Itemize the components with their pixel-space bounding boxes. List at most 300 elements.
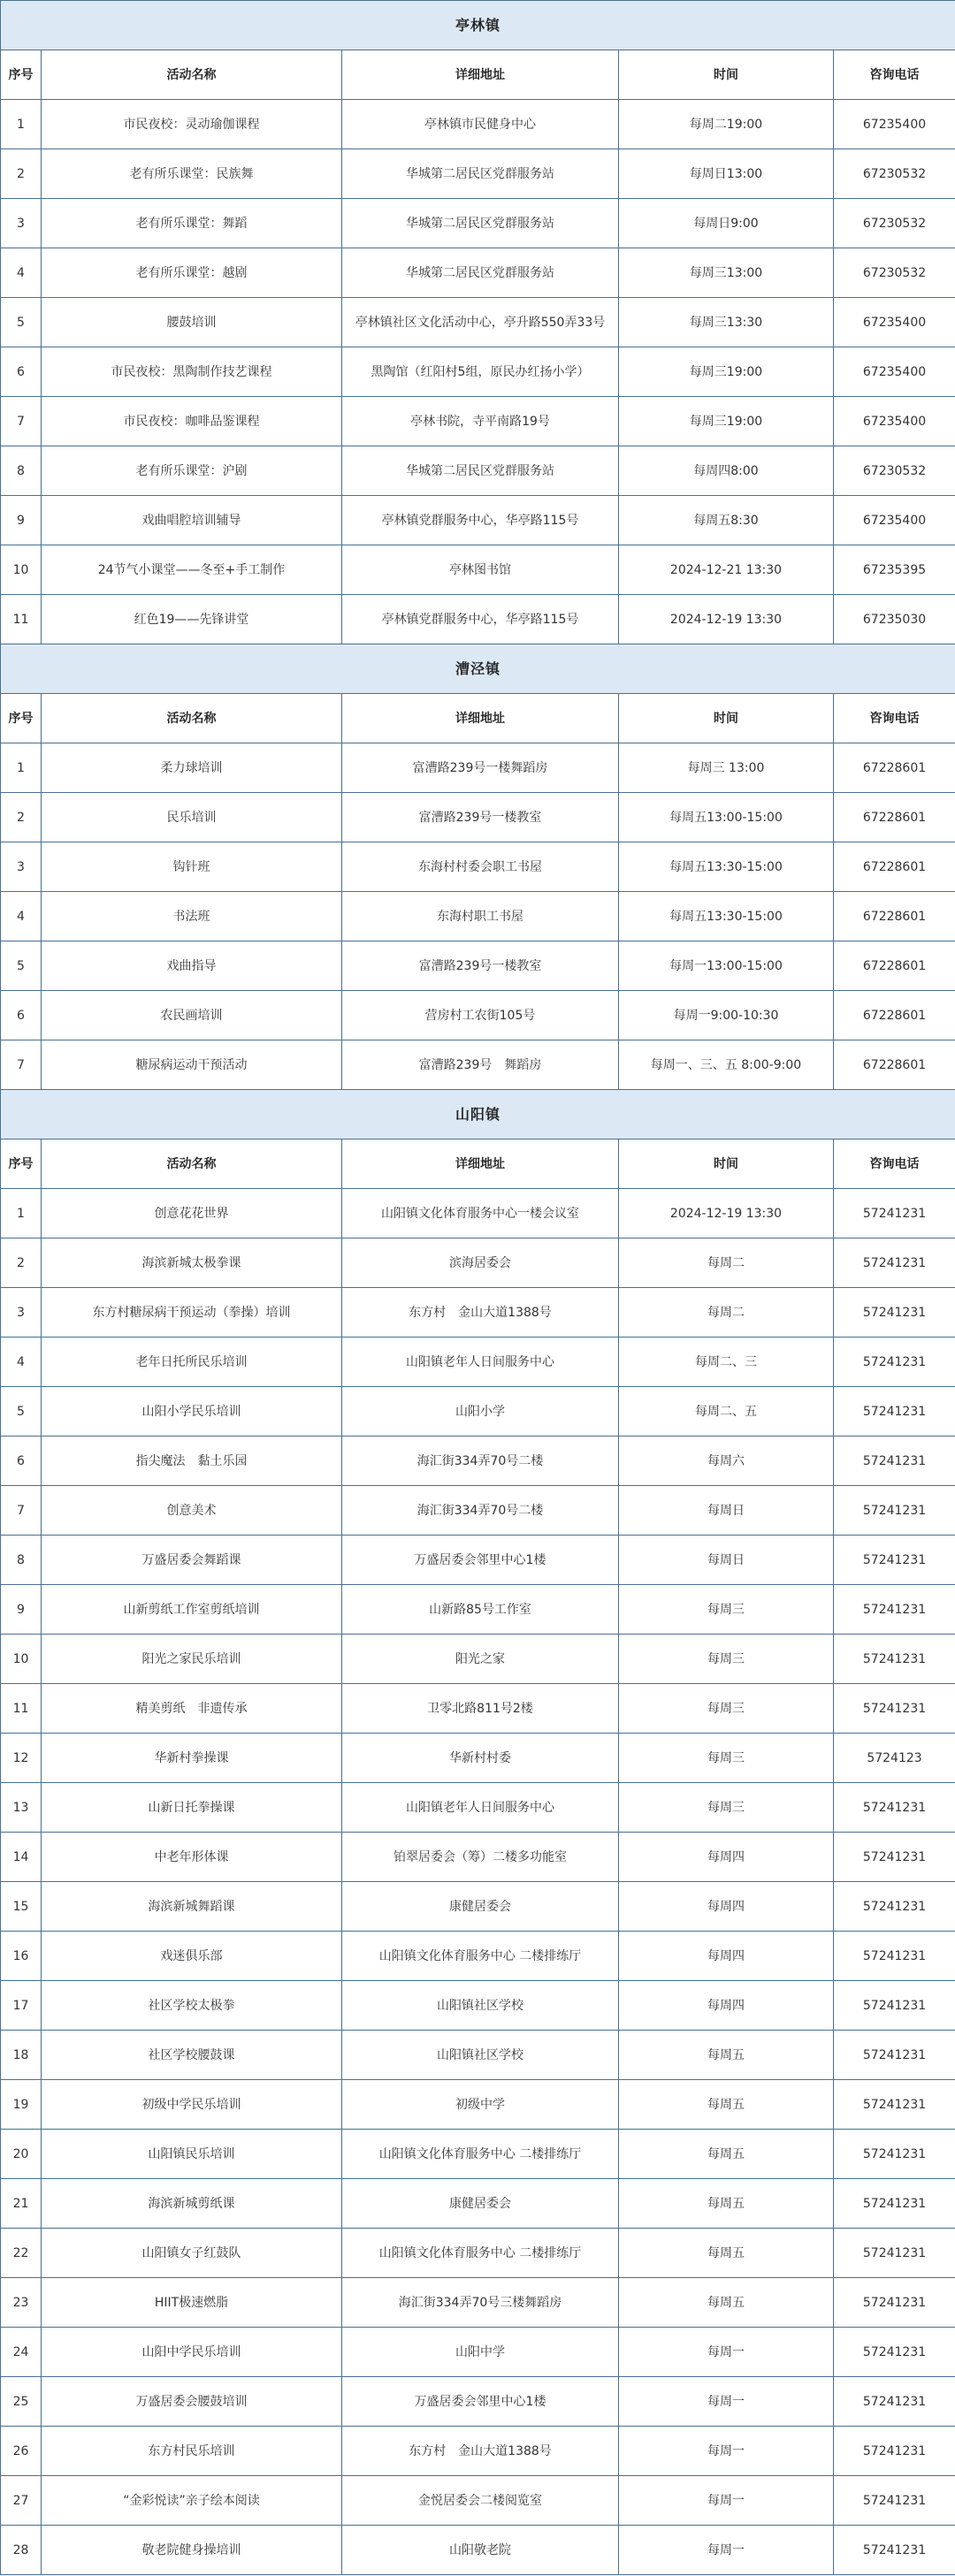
- cell-number: 3: [1, 842, 42, 892]
- cell-address: 亭林镇党群服务中心，华亭路115号: [342, 595, 619, 644]
- column-header-address: 详细地址: [342, 694, 619, 743]
- cell-time: 每周日: [619, 1486, 834, 1536]
- cell-activity-name: 山阳中学民乐培训: [42, 2328, 342, 2377]
- cell-activity-name: 东方村糖尿病干预运动（拳操）培训: [42, 1288, 342, 1338]
- cell-address: 华新村村委: [342, 1734, 619, 1783]
- cell-time: 每周三19:00: [619, 347, 834, 397]
- table-row: [1, 446, 955, 496]
- cell-address: 万盛居委会邻里中心1楼: [342, 2377, 619, 2427]
- cell-address: 亭林书院，寺平南路19号: [342, 397, 619, 446]
- cell-activity-name: 老年日托所民乐培训: [42, 1338, 342, 1387]
- cell-address: 营房村工农街105号: [342, 991, 619, 1040]
- column-header-time: 时间: [619, 1139, 834, 1189]
- table-row: [1, 1833, 955, 1882]
- cell-number: 7: [1, 397, 42, 446]
- column-header-row: [1, 50, 955, 100]
- column-header-address: 详细地址: [342, 50, 619, 100]
- section-header: [1, 644, 955, 694]
- cell-activity-name: 市民夜校：灵动瑜伽课程: [42, 100, 342, 149]
- cell-phone: 57241231: [834, 1486, 955, 1536]
- cell-activity-name: 山新日托拳操课: [42, 1783, 342, 1833]
- cell-number: 5: [1, 941, 42, 991]
- cell-address: 金悦居委会二楼阅览室: [342, 2476, 619, 2526]
- cell-number: 15: [1, 1882, 42, 1932]
- table-row: [1, 2328, 955, 2377]
- cell-phone: 57241231: [834, 2377, 955, 2427]
- cell-address: 山阳中学: [342, 2328, 619, 2377]
- cell-phone: 57241231: [834, 1437, 955, 1486]
- cell-phone: 57241231: [834, 1288, 955, 1338]
- table-row: [1, 149, 955, 199]
- column-header-phone: 咨询电话: [834, 50, 955, 100]
- cell-phone: 57241231: [834, 1536, 955, 1585]
- cell-number: 17: [1, 1981, 42, 2031]
- cell-address: 华城第二居民区党群服务站: [342, 446, 619, 496]
- cell-address: 海汇街334弄70号三楼舞蹈房: [342, 2278, 619, 2328]
- cell-number: 5: [1, 1387, 42, 1437]
- cell-phone: 57241231: [834, 1783, 955, 1833]
- cell-phone: 57241231: [834, 2179, 955, 2229]
- column-header-number: 序号: [1, 50, 42, 100]
- cell-number: 12: [1, 1734, 42, 1783]
- table-row: [1, 1238, 955, 1288]
- cell-time: 每周五: [619, 2130, 834, 2179]
- cell-time: 每周五13:30-15:00: [619, 892, 834, 941]
- cell-activity-name: 中老年形体课: [42, 1833, 342, 1882]
- cell-number: 22: [1, 2229, 42, 2278]
- cell-activity-name: 山阳小学民乐培训: [42, 1387, 342, 1437]
- cell-activity-name: 戏曲唱腔培训辅导: [42, 496, 342, 545]
- table-row: [1, 1734, 955, 1783]
- cell-time: 每周一: [619, 2427, 834, 2476]
- cell-time: 每周一: [619, 2476, 834, 2526]
- cell-time: 每周三: [619, 1585, 834, 1635]
- cell-number: 1: [1, 1189, 42, 1238]
- table-row: [1, 2427, 955, 2476]
- table-row: [1, 1189, 955, 1238]
- cell-phone: 57241231: [834, 1585, 955, 1635]
- cell-address: 海汇街334弄70号二楼: [342, 1437, 619, 1486]
- cell-address: 山阳镇社区学校: [342, 2031, 619, 2080]
- cell-address: 亭林镇社区文化活动中心，亭升路550弄33号: [342, 298, 619, 347]
- table-row: [1, 2476, 955, 2526]
- section-header: [1, 1090, 955, 1139]
- table-row: [1, 2229, 955, 2278]
- cell-time: 2024-12-19 13:30: [619, 595, 834, 644]
- cell-phone: 67228601: [834, 743, 955, 793]
- cell-activity-name: 书法班: [42, 892, 342, 941]
- cell-activity-name: “金彩悦读”亲子绘本阅读: [42, 2476, 342, 2526]
- cell-number: 2: [1, 149, 42, 199]
- cell-number: 19: [1, 2080, 42, 2130]
- cell-time: 每周三: [619, 1684, 834, 1734]
- table-row: [1, 1486, 955, 1536]
- cell-number: 6: [1, 1437, 42, 1486]
- cell-phone: 67235400: [834, 397, 955, 446]
- cell-activity-name: 市民夜校：咖啡品鉴课程: [42, 397, 342, 446]
- cell-phone: 67235395: [834, 545, 955, 595]
- cell-address: 山阳镇文化体育服务中心 二楼排练厅: [342, 1932, 619, 1981]
- table-row: [1, 2130, 955, 2179]
- cell-phone: 57241231: [834, 2080, 955, 2130]
- cell-activity-name: HIIT极速燃脂: [42, 2278, 342, 2328]
- cell-number: 6: [1, 347, 42, 397]
- column-header-row: [1, 694, 955, 743]
- cell-number: 24: [1, 2328, 42, 2377]
- cell-phone: 57241231: [834, 2278, 955, 2328]
- table-row: [1, 496, 955, 545]
- table-row: [1, 1040, 955, 1090]
- cell-address: 康健居委会: [342, 2179, 619, 2229]
- cell-activity-name: 腰鼓培训: [42, 298, 342, 347]
- cell-address: 海汇街334弄70号二楼: [342, 1486, 619, 1536]
- table-row: [1, 2278, 955, 2328]
- column-header-row: [1, 1139, 955, 1189]
- cell-time: 每周三: [619, 1734, 834, 1783]
- cell-activity-name: 海滨新城剪纸课: [42, 2179, 342, 2229]
- cell-address: 华城第二居民区党群服务站: [342, 149, 619, 199]
- cell-phone: 67228601: [834, 842, 955, 892]
- cell-activity-name: 钩针班: [42, 842, 342, 892]
- cell-address: 富漕路239号 舞蹈房: [342, 1040, 619, 1090]
- cell-activity-name: 海滨新城太极拳课: [42, 1238, 342, 1288]
- cell-time: 每周四8:00: [619, 446, 834, 496]
- cell-activity-name: 山阳镇民乐培训: [42, 2130, 342, 2179]
- cell-phone: 57241231: [834, 1387, 955, 1437]
- cell-time: 每周三 13:00: [619, 743, 834, 793]
- cell-phone: 57241231: [834, 2229, 955, 2278]
- cell-address: 东海村职工书屋: [342, 892, 619, 941]
- cell-number: 9: [1, 1585, 42, 1635]
- cell-time: 每周二、三: [619, 1338, 834, 1387]
- cell-time: 每周三13:00: [619, 248, 834, 298]
- cell-phone: 57241231: [834, 2130, 955, 2179]
- cell-time: 每周三: [619, 1635, 834, 1684]
- cell-address: 山阳镇文化体育服务中心一楼会议室: [342, 1189, 619, 1238]
- cell-number: 27: [1, 2476, 42, 2526]
- section-title: 亭林镇: [1, 1, 955, 50]
- cell-address: 东海村村委会职工书屋: [342, 842, 619, 892]
- table-row: [1, 1536, 955, 1585]
- cell-phone: 57241231: [834, 1833, 955, 1882]
- cell-time: 每周三19:00: [619, 397, 834, 446]
- cell-number: 11: [1, 1684, 42, 1734]
- cell-address: 山阳镇老年人日间服务中心: [342, 1338, 619, 1387]
- table-row: [1, 2526, 955, 2575]
- cell-time: 每周五13:00-15:00: [619, 793, 834, 842]
- table-row: [1, 100, 955, 149]
- column-header-time: 时间: [619, 50, 834, 100]
- cell-number: 18: [1, 2031, 42, 2080]
- table-row: [1, 595, 955, 644]
- cell-time: 每周一: [619, 2377, 834, 2427]
- cell-number: 11: [1, 595, 42, 644]
- cell-phone: 67228601: [834, 793, 955, 842]
- table-row: [1, 1635, 955, 1684]
- cell-time: 每周日13:00: [619, 149, 834, 199]
- column-header-address: 详细地址: [342, 1139, 619, 1189]
- cell-number: 4: [1, 1338, 42, 1387]
- cell-activity-name: 老有所乐课堂：沪剧: [42, 446, 342, 496]
- cell-address: 华城第二居民区党群服务站: [342, 248, 619, 298]
- cell-activity-name: 民乐培训: [42, 793, 342, 842]
- cell-activity-name: 社区学校腰鼓课: [42, 2031, 342, 2080]
- cell-number: 26: [1, 2427, 42, 2476]
- table-row: [1, 545, 955, 595]
- cell-number: 28: [1, 2526, 42, 2575]
- cell-number: 3: [1, 199, 42, 248]
- cell-number: 6: [1, 991, 42, 1040]
- cell-activity-name: 戏迷俱乐部: [42, 1932, 342, 1981]
- cell-address: 东方村 金山大道1388号: [342, 1288, 619, 1338]
- cell-number: 3: [1, 1288, 42, 1338]
- cell-number: 5: [1, 298, 42, 347]
- table-row: [1, 248, 955, 298]
- cell-activity-name: 农民画培训: [42, 991, 342, 1040]
- cell-activity-name: 24节气小课堂——冬至+手工制作: [42, 545, 342, 595]
- cell-activity-name: 老有所乐课堂：民族舞: [42, 149, 342, 199]
- cell-address: 山阳镇老年人日间服务中心: [342, 1783, 619, 1833]
- cell-activity-name: 老有所乐课堂：越剧: [42, 248, 342, 298]
- column-header-number: 序号: [1, 694, 42, 743]
- cell-phone: 67230532: [834, 199, 955, 248]
- cell-number: 7: [1, 1486, 42, 1536]
- cell-phone: 67228601: [834, 941, 955, 991]
- table-row: [1, 1387, 955, 1437]
- table-row: [1, 1783, 955, 1833]
- cell-activity-name: 柔力球培训: [42, 743, 342, 793]
- cell-time: 每周六: [619, 1437, 834, 1486]
- cell-number: 16: [1, 1932, 42, 1981]
- table-row: [1, 1684, 955, 1734]
- cell-address: 山阳镇文化体育服务中心 二楼排练厅: [342, 2229, 619, 2278]
- cell-number: 25: [1, 2377, 42, 2427]
- cell-time: 每周一、三、五 8:00-9:00: [619, 1040, 834, 1090]
- table-row: [1, 1932, 955, 1981]
- cell-phone: 5724123: [834, 1734, 955, 1783]
- cell-time: 每周五: [619, 2179, 834, 2229]
- cell-address: 阳光之家: [342, 1635, 619, 1684]
- cell-number: 7: [1, 1040, 42, 1090]
- cell-address: 富漕路239号一楼教室: [342, 941, 619, 991]
- cell-address: 山阳敬老院: [342, 2526, 619, 2575]
- cell-time: 每周四: [619, 1882, 834, 1932]
- cell-address: 万盛居委会邻里中心1楼: [342, 1536, 619, 1585]
- cell-number: 8: [1, 1536, 42, 1585]
- table-row: [1, 199, 955, 248]
- cell-phone: 57241231: [834, 1635, 955, 1684]
- cell-phone: 67230532: [834, 149, 955, 199]
- cell-phone: 57241231: [834, 2031, 955, 2080]
- cell-address: 华城第二居民区党群服务站: [342, 199, 619, 248]
- cell-time: 每周五: [619, 2278, 834, 2328]
- cell-activity-name: 老有所乐课堂：舞蹈: [42, 199, 342, 248]
- cell-phone: 57241231: [834, 2526, 955, 2575]
- cell-time: 每周一13:00-15:00: [619, 941, 834, 991]
- cell-time: 每周二19:00: [619, 100, 834, 149]
- cell-address: 山阳小学: [342, 1387, 619, 1437]
- cell-number: 10: [1, 545, 42, 595]
- cell-phone: 67228601: [834, 892, 955, 941]
- cell-number: 9: [1, 496, 42, 545]
- table-row: [1, 2377, 955, 2427]
- cell-time: 2024-12-21 13:30: [619, 545, 834, 595]
- cell-address: 亭林镇党群服务中心，华亭路115号: [342, 496, 619, 545]
- cell-time: 每周一: [619, 2328, 834, 2377]
- cell-phone: 57241231: [834, 1338, 955, 1387]
- cell-time: 每周一: [619, 2526, 834, 2575]
- cell-activity-name: 市民夜校：黑陶制作技艺课程: [42, 347, 342, 397]
- column-header-activity-name: 活动名称: [42, 694, 342, 743]
- cell-activity-name: 东方村民乐培训: [42, 2427, 342, 2476]
- cell-time: 每周五: [619, 2031, 834, 2080]
- cell-address: 山新路85号工作室: [342, 1585, 619, 1635]
- cell-address: 初级中学: [342, 2080, 619, 2130]
- cell-activity-name: 戏曲指导: [42, 941, 342, 991]
- cell-activity-name: 海滨新城舞蹈课: [42, 1882, 342, 1932]
- cell-activity-name: 糖尿病运动干预活动: [42, 1040, 342, 1090]
- cell-time: 每周五8:30: [619, 496, 834, 545]
- column-header-activity-name: 活动名称: [42, 1139, 342, 1189]
- cell-phone: 57241231: [834, 2427, 955, 2476]
- column-header-phone: 咨询电话: [834, 1139, 955, 1189]
- cell-time: 2024-12-19 13:30: [619, 1189, 834, 1238]
- table-row: [1, 2080, 955, 2130]
- cell-phone: 57241231: [834, 2328, 955, 2377]
- column-header-phone: 咨询电话: [834, 694, 955, 743]
- cell-activity-name: 创意美术: [42, 1486, 342, 1536]
- cell-activity-name: 指尖魔法 黏土乐园: [42, 1437, 342, 1486]
- cell-number: 8: [1, 446, 42, 496]
- table-row: [1, 347, 955, 397]
- section-header: [1, 1, 955, 50]
- table-row: [1, 1585, 955, 1635]
- cell-phone: 67235400: [834, 100, 955, 149]
- table-row: [1, 941, 955, 991]
- cell-address: 卫零北路811号2楼: [342, 1684, 619, 1734]
- cell-time: 每周四: [619, 1833, 834, 1882]
- cell-phone: 67235400: [834, 347, 955, 397]
- cell-phone: 67235400: [834, 298, 955, 347]
- cell-phone: 67230532: [834, 446, 955, 496]
- cell-address: 铂翠居委会（筹）二楼多功能室: [342, 1833, 619, 1882]
- cell-address: 滨海居委会: [342, 1238, 619, 1288]
- column-header-time: 时间: [619, 694, 834, 743]
- cell-time: 每周三13:30: [619, 298, 834, 347]
- cell-address: 黑陶馆（红阳村5组，原民办红扬小学）: [342, 347, 619, 397]
- table-row: [1, 298, 955, 347]
- cell-phone: 57241231: [834, 1932, 955, 1981]
- cell-phone: 57241231: [834, 1981, 955, 2031]
- cell-activity-name: 社区学校太极拳: [42, 1981, 342, 2031]
- cell-number: 20: [1, 2130, 42, 2179]
- table-row: [1, 2031, 955, 2080]
- table-body: [1, 1, 955, 2575]
- cell-address: 富漕路239号一楼舞蹈房: [342, 743, 619, 793]
- cell-phone: 57241231: [834, 1684, 955, 1734]
- cell-time: 每周日9:00: [619, 199, 834, 248]
- cell-time: 每周一9:00-10:30: [619, 991, 834, 1040]
- table-row: [1, 892, 955, 941]
- table-row: [1, 1338, 955, 1387]
- cell-activity-name: 精美剪纸 非遗传承: [42, 1684, 342, 1734]
- table-row: [1, 991, 955, 1040]
- cell-time: 每周四: [619, 1932, 834, 1981]
- cell-time: 每周五13:30-15:00: [619, 842, 834, 892]
- cell-phone: 57241231: [834, 1189, 955, 1238]
- cell-number: 14: [1, 1833, 42, 1882]
- cell-activity-name: 山新剪纸工作室剪纸培训: [42, 1585, 342, 1635]
- table-row: [1, 793, 955, 842]
- cell-address: 亭林图书馆: [342, 545, 619, 595]
- cell-time: 每周二、五: [619, 1387, 834, 1437]
- cell-activity-name: 敬老院健身操培训: [42, 2526, 342, 2575]
- cell-address: 康健居委会: [342, 1882, 619, 1932]
- cell-time: 每周日: [619, 1536, 834, 1585]
- cell-number: 2: [1, 1238, 42, 1288]
- cell-phone: 67235400: [834, 496, 955, 545]
- table-row: [1, 2179, 955, 2229]
- cell-address: 东方村 金山大道1388号: [342, 2427, 619, 2476]
- section-title: 漕泾镇: [1, 644, 955, 694]
- cell-number: 4: [1, 248, 42, 298]
- cell-phone: 67228601: [834, 991, 955, 1040]
- cell-activity-name: 山阳镇女子红鼓队: [42, 2229, 342, 2278]
- cell-number: 10: [1, 1635, 42, 1684]
- cell-address: 亭林镇市民健身中心: [342, 100, 619, 149]
- table-row: [1, 1288, 955, 1338]
- cell-phone: 67228601: [834, 1040, 955, 1090]
- cell-number: 4: [1, 892, 42, 941]
- table-row: [1, 397, 955, 446]
- cell-address: 山阳镇文化体育服务中心 二楼排练厅: [342, 2130, 619, 2179]
- cell-activity-name: 阳光之家民乐培训: [42, 1635, 342, 1684]
- cell-time: 每周二: [619, 1238, 834, 1288]
- table-row: [1, 842, 955, 892]
- column-header-number: 序号: [1, 1139, 42, 1189]
- cell-phone: 67230532: [834, 248, 955, 298]
- cell-time: 每周三: [619, 1783, 834, 1833]
- table-row: [1, 1437, 955, 1486]
- cell-number: 1: [1, 100, 42, 149]
- table-row: [1, 1981, 955, 2031]
- cell-address: 山阳镇社区学校: [342, 1981, 619, 2031]
- section-title: 山阳镇: [1, 1090, 955, 1139]
- cell-time: 每周五: [619, 2229, 834, 2278]
- cell-phone: 57241231: [834, 1238, 955, 1288]
- cell-phone: 57241231: [834, 1882, 955, 1932]
- cell-phone: 67235030: [834, 595, 955, 644]
- cell-activity-name: 万盛居委会舞蹈课: [42, 1536, 342, 1585]
- cell-activity-name: 红色19——先锋讲堂: [42, 595, 342, 644]
- cell-number: 13: [1, 1783, 42, 1833]
- cell-number: 23: [1, 2278, 42, 2328]
- cell-activity-name: 初级中学民乐培训: [42, 2080, 342, 2130]
- table-row: [1, 743, 955, 793]
- cell-time: 每周五: [619, 2080, 834, 2130]
- cell-number: 1: [1, 743, 42, 793]
- cell-activity-name: 创意花花世界: [42, 1189, 342, 1238]
- cell-number: 21: [1, 2179, 42, 2229]
- column-header-activity-name: 活动名称: [42, 50, 342, 100]
- cell-activity-name: 万盛居委会腰鼓培训: [42, 2377, 342, 2427]
- cell-time: 每周二: [619, 1288, 834, 1338]
- cell-time: 每周四: [619, 1981, 834, 2031]
- cell-activity-name: 华新村拳操课: [42, 1734, 342, 1783]
- cell-phone: 57241231: [834, 2476, 955, 2526]
- cell-number: 2: [1, 793, 42, 842]
- cell-address: 富漕路239号一楼教室: [342, 793, 619, 842]
